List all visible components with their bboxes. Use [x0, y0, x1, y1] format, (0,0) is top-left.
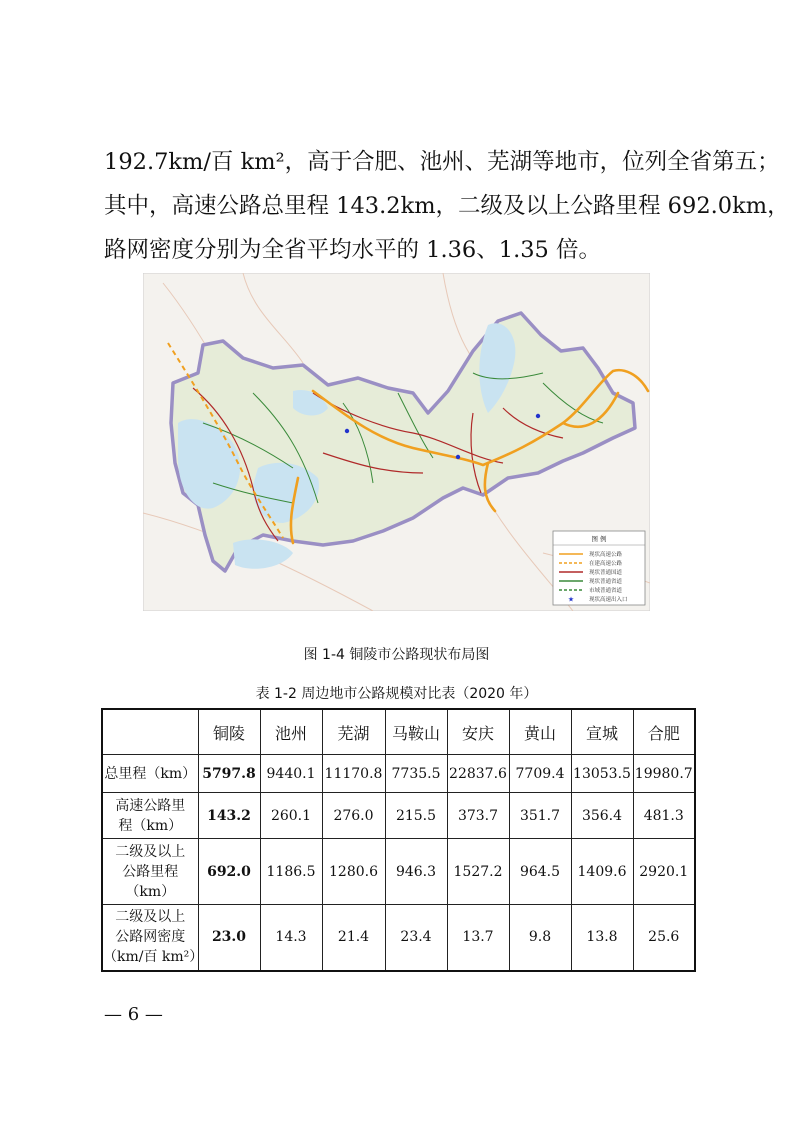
table-cell: 21.4	[322, 905, 385, 971]
table-cell: 13.7	[447, 905, 509, 971]
table-cell: 13053.5	[571, 755, 633, 793]
map-legend	[553, 531, 645, 605]
table-cell: 143.2	[198, 793, 260, 839]
table-cell: 19980.7	[633, 755, 695, 793]
table-header-cell: 黄山	[509, 709, 571, 755]
table-cell: 13.8	[571, 905, 633, 971]
paragraph-line: 其中，高速公路总里程 143.2km，二级及以上公路里程 692.0km，	[104, 193, 790, 219]
row-label-line: （km/百 km²）	[103, 949, 204, 966]
table-cell: 260.1	[260, 793, 322, 839]
legend-label: 在建高速公路	[589, 561, 623, 567]
table-header-cell: 芜湖	[322, 709, 385, 755]
legend-label: 市域普通省道	[589, 588, 623, 594]
legend-title: 图 例	[591, 535, 607, 543]
table-cell: 1409.6	[571, 839, 633, 905]
table-cell: 7735.5	[385, 755, 447, 793]
table-row	[102, 755, 695, 793]
table-row	[102, 839, 695, 905]
row-label-line: 高速公路里	[115, 797, 186, 814]
table-header-cell: 安庆	[447, 709, 509, 755]
legend-label: 现状普通省道	[589, 579, 623, 585]
table-row	[102, 793, 695, 839]
table-header-row	[102, 709, 695, 755]
table-row	[102, 905, 695, 971]
row-label-line: 公路网密度	[115, 929, 186, 946]
table-cell: 373.7	[447, 793, 509, 839]
table-cell: 481.3	[633, 793, 695, 839]
table-cell: 25.6	[633, 905, 695, 971]
legend-label: 现状高速出入口	[589, 597, 628, 603]
comparison-table	[101, 708, 696, 972]
table-cell: 946.3	[385, 839, 447, 905]
road-network-map	[143, 273, 650, 611]
table-cell: 22837.6	[447, 755, 509, 793]
interchange-star-icon: ★	[567, 595, 575, 604]
paragraph-line: 路网密度分别为全省平均水平的 1.36、1.35 倍。	[104, 237, 602, 263]
table-cell: 276.0	[322, 793, 385, 839]
table-cell: 5797.8	[198, 755, 260, 793]
row-label-line: 程（km）	[118, 817, 183, 834]
table-cell: 23.0	[198, 905, 260, 971]
row-label-line: （km）	[125, 883, 176, 900]
row-label-line: 总里程（km）	[104, 765, 197, 782]
row-label-line: 公路里程	[122, 863, 179, 880]
table-header-cell: 马鞍山	[385, 709, 447, 755]
table-cell: 11170.8	[322, 755, 385, 793]
row-label-line: 二级及以上	[115, 909, 186, 926]
row-label	[102, 755, 198, 793]
row-label	[102, 905, 204, 971]
table-cell: 2920.1	[633, 839, 695, 905]
table-header-cell: 铜陵	[198, 709, 260, 755]
table-cell: 964.5	[509, 839, 571, 905]
legend-label: 现状普通国道	[589, 570, 623, 576]
table-cell: 1527.2	[447, 839, 509, 905]
table-cell: 9.8	[509, 905, 571, 971]
table-caption: 表 1-2 周边地市公路规模对比表（2020 年）	[255, 686, 538, 702]
table-cell: 23.4	[385, 905, 447, 971]
table-cell: 1280.6	[322, 839, 385, 905]
table-header-cell: 合肥	[633, 709, 695, 755]
row-label	[102, 839, 198, 905]
table-cell: 351.7	[509, 793, 571, 839]
table-cell: 7709.4	[509, 755, 571, 793]
figure-caption: 图 1-4 铜陵市公路现状布局图	[303, 647, 490, 663]
page-number: — 6 —	[104, 1004, 163, 1025]
table-cell: 14.3	[260, 905, 322, 971]
table-header-cell: 宣城	[571, 709, 633, 755]
legend-label: 现状高速公路	[589, 552, 623, 558]
table-cell: 215.5	[385, 793, 447, 839]
table-cell: 9440.1	[260, 755, 322, 793]
table-header-cell	[102, 709, 198, 755]
table-cell: 692.0	[198, 839, 260, 905]
table-cell: 356.4	[571, 793, 633, 839]
table-header-cell: 池州	[260, 709, 322, 755]
row-label-line: 二级及以上	[115, 843, 186, 860]
paragraph-line: 192.7km/百 km²，高于合肥、池州、芜湖等地市，位列全省第五；	[104, 149, 780, 175]
row-label	[102, 793, 198, 839]
body-paragraph	[104, 140, 790, 272]
table-cell: 1186.5	[260, 839, 322, 905]
